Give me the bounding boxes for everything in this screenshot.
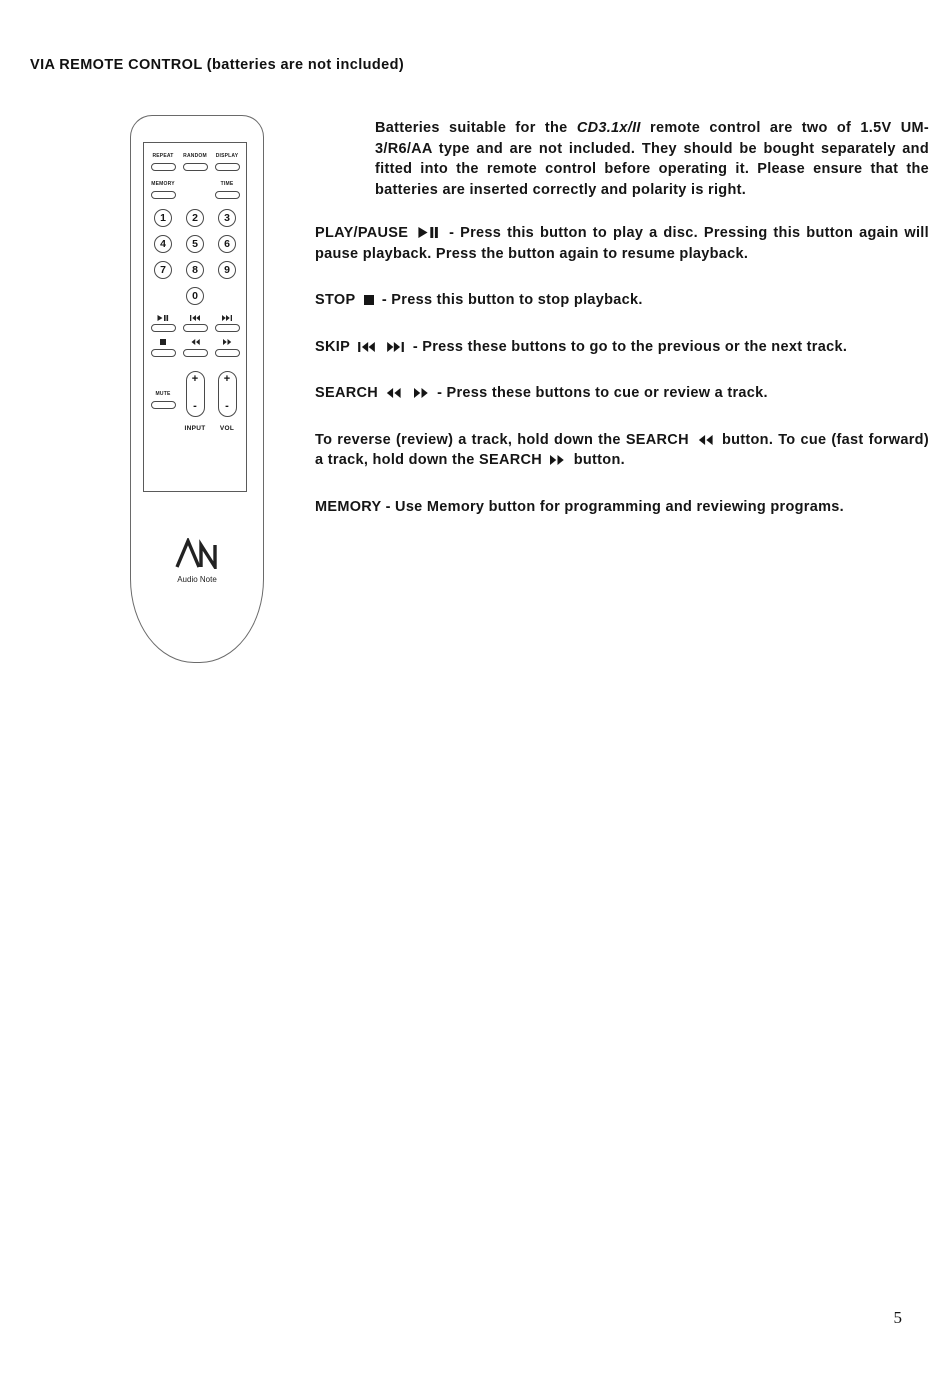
brand-text: Audio Note [177, 575, 217, 584]
digit-button-3: 3 [218, 209, 236, 227]
stop-label: STOP [315, 292, 356, 308]
transport-icons-row-1 [147, 315, 243, 321]
fast-forward-button [215, 349, 240, 357]
rewind-icon [191, 339, 200, 345]
audio-note-logo [131, 538, 263, 584]
an-monogram-icon [174, 538, 220, 569]
digit-row-4 [147, 287, 243, 305]
top-buttons [147, 163, 243, 171]
transport-buttons-row-2 [147, 349, 243, 357]
play-pause-icon [418, 225, 439, 241]
digit-row-1 [147, 209, 243, 227]
remote-button-panel [143, 142, 247, 492]
digit-button-0: 0 [186, 287, 204, 305]
digit-button-2: 2 [186, 209, 204, 227]
battery-text-pre: Batteries suitable for the [375, 120, 568, 136]
memory-label: MEMORY [315, 498, 382, 515]
vol-plus-label: + [223, 373, 231, 385]
review-text-2: button. To cue (fast forward) a track, hold down the SEARCH [315, 431, 929, 468]
stop-text: - Press this button to stop playback. [381, 292, 643, 308]
digit-button-9: 9 [218, 261, 236, 279]
review-paragraph [315, 430, 929, 471]
time-button-label: TIME [220, 181, 234, 187]
skip-back-button [183, 324, 208, 332]
remote-control-illustration [130, 115, 264, 663]
digit-button-7: 7 [154, 261, 172, 279]
digit-button-1: 1 [154, 209, 172, 227]
input-plus-label: + [191, 373, 199, 385]
search-label: SEARCH [315, 385, 379, 401]
play-pause-text: - Press this button to play a disc. Pressing this button again will pause playback. Press the button again to resume playback. [315, 225, 929, 262]
transport-icons-row-2 [147, 339, 243, 345]
fast-forward-icon [414, 385, 429, 401]
skip-back-icon [358, 339, 375, 355]
mute-button-row [147, 401, 243, 409]
transport-buttons-row-1 [147, 324, 243, 332]
mute-button-label: MUTE [155, 391, 171, 397]
second-row-labels [147, 181, 243, 187]
rocker-labels-row [147, 425, 243, 432]
battery-paragraph [375, 118, 929, 200]
digit-row-2 [147, 235, 243, 253]
skip-paragraph [315, 337, 929, 358]
battery-text-post: remote control are two of 1.5V UM-3/R6/AA type and are not included. They should be bought separately and fitted into the remote control before operating it. Please ensure that the batteries are inserted correctly and polarity is right. [375, 120, 929, 198]
stop-icon [160, 339, 166, 345]
vol-minus-label: - [225, 400, 229, 412]
random-button [183, 163, 208, 171]
repeat-button [151, 163, 176, 171]
stop-paragraph [315, 290, 929, 311]
page-title: VIA REMOTE CONTROL (batteries are not included) [30, 57, 405, 73]
digit-button-5: 5 [186, 235, 204, 253]
top-button-labels [147, 153, 243, 159]
rewind-button [183, 349, 208, 357]
display-button-label: DISPLAY [215, 153, 239, 159]
mute-label-row [147, 391, 243, 397]
mute-button [151, 401, 176, 409]
digit-button-8: 8 [186, 261, 204, 279]
stop-button [151, 349, 176, 357]
repeat-button-label: REPEAT [152, 153, 174, 159]
second-row-buttons [147, 191, 243, 199]
play-pause-icon [157, 315, 169, 321]
play-pause-paragraph [315, 223, 929, 264]
vol-label: VOL [219, 425, 235, 432]
digit-button-6: 6 [218, 235, 236, 253]
skip-label: SKIP [315, 338, 350, 355]
digit-row-3 [147, 261, 243, 279]
search-paragraph [315, 383, 929, 404]
fast-forward-icon [550, 452, 565, 468]
fast-forward-icon [223, 339, 232, 345]
digit-button-4: 4 [154, 235, 172, 253]
rewind-icon [698, 432, 713, 448]
skip-text: - Press these buttons to go to the previous or the next track. [412, 338, 848, 355]
search-text: - Press these buttons to cue or review a track. [437, 385, 768, 401]
skip-forward-button [215, 324, 240, 332]
stop-icon [364, 292, 374, 308]
input-label: INPUT [184, 425, 206, 432]
skip-back-icon [190, 315, 200, 321]
review-text-3: button. [573, 452, 625, 468]
skip-forward-icon [387, 339, 404, 355]
page-number: 5 [893, 1308, 902, 1327]
memory-paragraph [315, 497, 929, 518]
time-button [215, 191, 240, 199]
memory-button [151, 191, 176, 199]
memory-button-label: MEMORY [151, 181, 175, 187]
input-minus-label: - [193, 400, 197, 412]
model-name: CD3.1x/II [576, 120, 641, 136]
play-pause-label: PLAY/PAUSE [315, 225, 409, 241]
random-button-label: RANDOM [183, 153, 207, 159]
skip-forward-icon [222, 315, 232, 321]
display-button [215, 163, 240, 171]
memory-text: - Use Memory button for programming and reviewing programs. [385, 498, 844, 515]
instructions-column [315, 118, 929, 543]
rewind-icon [386, 385, 401, 401]
play-pause-button [151, 324, 176, 332]
review-text-1: To reverse (review) a track, hold down the SEARCH [315, 431, 689, 448]
